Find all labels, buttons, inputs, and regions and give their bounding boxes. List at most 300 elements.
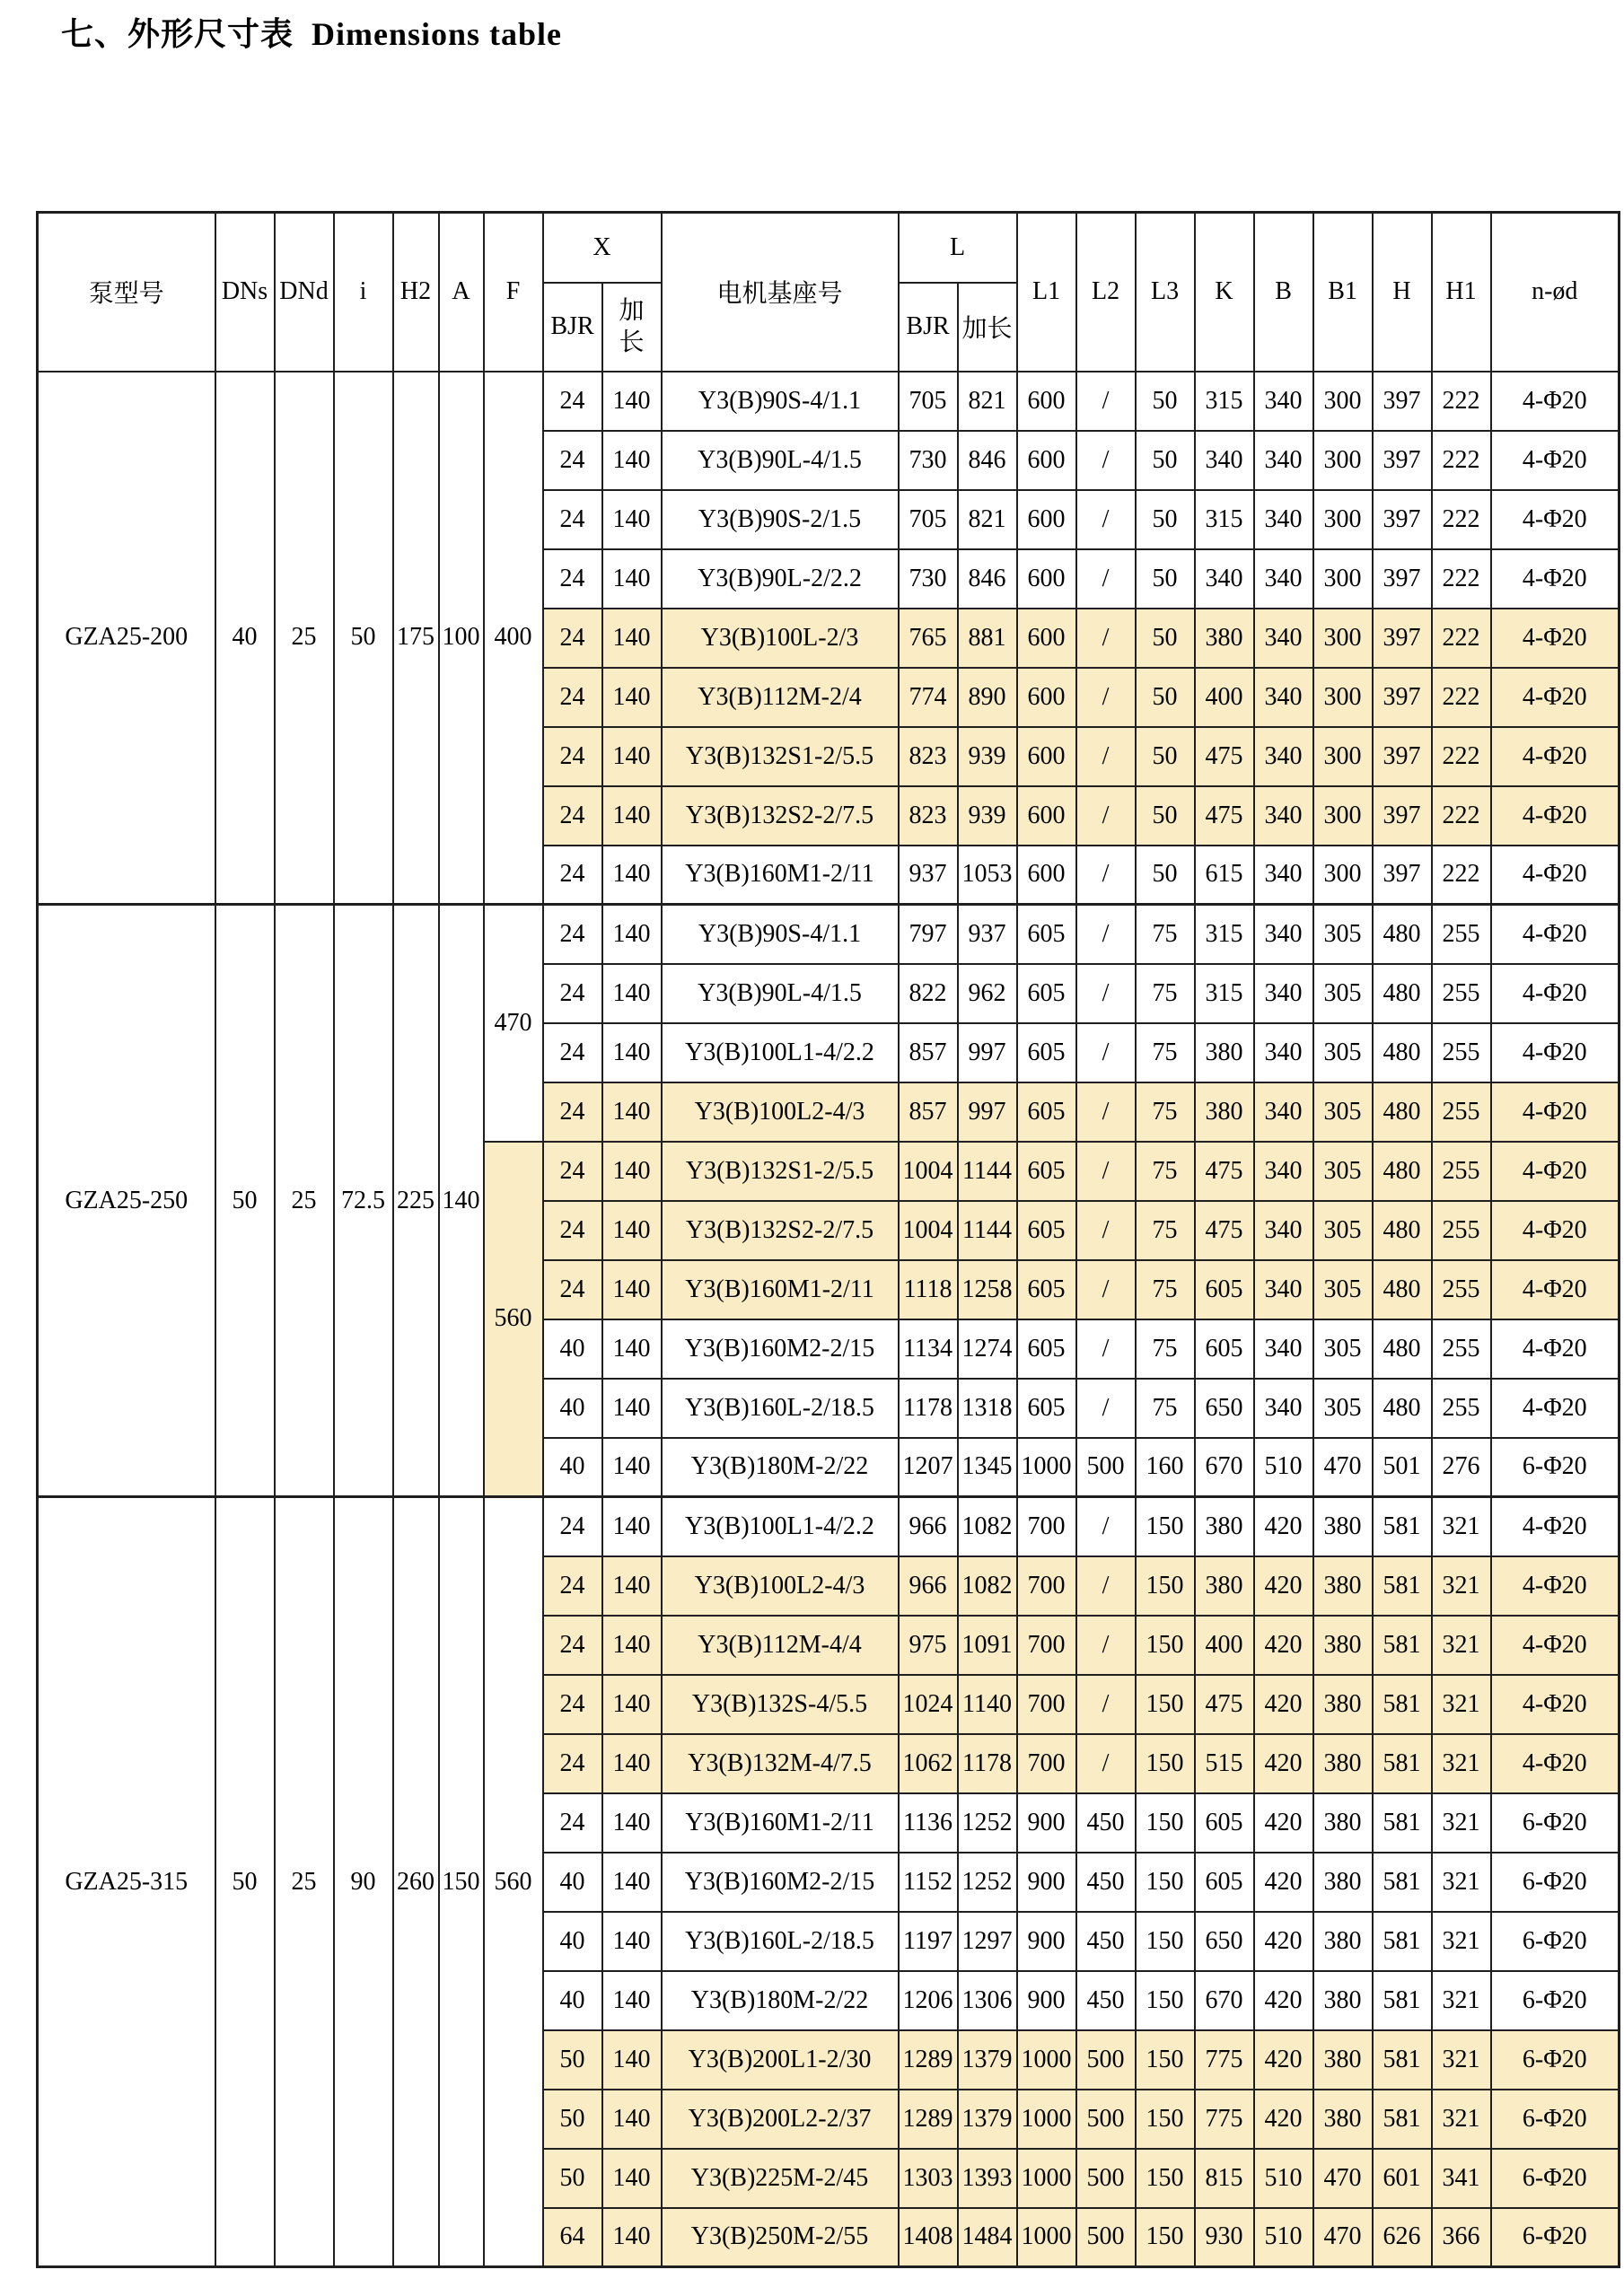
b-cell: 340 xyxy=(1254,1379,1313,1438)
n-od-cell: 6-Φ20 xyxy=(1491,1438,1620,1497)
motor-base-cell: Y3(B)132S2-2/7.5 xyxy=(662,786,899,846)
x-bjr-cell: 64 xyxy=(543,2208,602,2267)
h-cell: 601 xyxy=(1373,2149,1432,2208)
x-bjr-cell: 24 xyxy=(543,1201,602,1260)
l2-cell: / xyxy=(1076,609,1136,668)
b1-cell: 305 xyxy=(1313,964,1373,1023)
b1-cell: 380 xyxy=(1313,1734,1373,1793)
l-bjr-cell: 1303 xyxy=(899,2149,958,2208)
h1-cell: 366 xyxy=(1432,2208,1491,2267)
x-extended-cell: 140 xyxy=(602,372,662,431)
b1-cell: 380 xyxy=(1313,2090,1373,2149)
n-od-cell: 6-Φ20 xyxy=(1491,2208,1620,2267)
k-cell: 315 xyxy=(1195,905,1254,964)
n-od-cell: 4-Φ20 xyxy=(1491,1379,1620,1438)
l3-cell: 150 xyxy=(1136,1853,1195,1912)
h1-cell: 222 xyxy=(1432,490,1491,549)
l2-cell: / xyxy=(1076,668,1136,727)
h-cell: 581 xyxy=(1373,1971,1432,2030)
k-cell: 650 xyxy=(1195,1912,1254,1971)
header-l-bjr: BJR xyxy=(899,283,958,372)
n-od-cell: 4-Φ20 xyxy=(1491,372,1620,431)
l1-cell: 600 xyxy=(1017,609,1076,668)
h1-cell: 321 xyxy=(1432,2090,1491,2149)
l3-cell: 150 xyxy=(1136,1793,1195,1853)
l2-cell: / xyxy=(1076,1023,1136,1082)
table-row xyxy=(38,905,1620,964)
b1-cell: 380 xyxy=(1313,1497,1373,1556)
l3-cell: 150 xyxy=(1136,1497,1195,1556)
x-bjr-cell: 24 xyxy=(543,668,602,727)
x-bjr-cell: 24 xyxy=(543,786,602,846)
h2-cell: 175 xyxy=(393,372,439,905)
b1-cell: 380 xyxy=(1313,1793,1373,1853)
x-extended-cell: 140 xyxy=(602,490,662,549)
a-cell: 100 xyxy=(439,372,484,905)
l2-cell: 500 xyxy=(1076,2149,1136,2208)
b1-cell: 305 xyxy=(1313,1319,1373,1379)
h-cell: 480 xyxy=(1373,964,1432,1023)
l-bjr-cell: 730 xyxy=(899,431,958,490)
x-extended-cell: 140 xyxy=(602,431,662,490)
l1-cell: 600 xyxy=(1017,846,1076,905)
b-cell: 340 xyxy=(1254,1260,1313,1319)
h-cell: 480 xyxy=(1373,1023,1432,1082)
motor-base-cell: Y3(B)160L-2/18.5 xyxy=(662,1379,899,1438)
f-cell: 560 xyxy=(484,1142,543,1497)
l3-cell: 50 xyxy=(1136,727,1195,786)
l1-cell: 1000 xyxy=(1017,2030,1076,2090)
motor-base-cell: Y3(B)100L-2/3 xyxy=(662,609,899,668)
x-extended-cell: 140 xyxy=(602,1201,662,1260)
l3-cell: 75 xyxy=(1136,1260,1195,1319)
k-cell: 775 xyxy=(1195,2030,1254,2090)
a-cell: 150 xyxy=(439,1497,484,2267)
k-cell: 475 xyxy=(1195,727,1254,786)
i-cell: 72.5 xyxy=(334,905,393,1497)
header-a: A xyxy=(439,213,484,372)
l-bjr-cell: 774 xyxy=(899,668,958,727)
l1-cell: 900 xyxy=(1017,1971,1076,2030)
h1-cell: 321 xyxy=(1432,1497,1491,1556)
l-bjr-cell: 1408 xyxy=(899,2208,958,2267)
n-od-cell: 4-Φ20 xyxy=(1491,490,1620,549)
motor-base-cell: Y3(B)160M1-2/11 xyxy=(662,1793,899,1853)
b-cell: 340 xyxy=(1254,1142,1313,1201)
l-extended-cell: 890 xyxy=(958,668,1017,727)
h1-cell: 222 xyxy=(1432,786,1491,846)
l2-cell: / xyxy=(1076,1379,1136,1438)
l-extended-cell: 1274 xyxy=(958,1319,1017,1379)
h-cell: 626 xyxy=(1373,2208,1432,2267)
motor-base-cell: Y3(B)250M-2/55 xyxy=(662,2208,899,2267)
l1-cell: 1000 xyxy=(1017,1438,1076,1497)
x-extended-cell: 140 xyxy=(602,2208,662,2267)
motor-base-cell: Y3(B)132S-4/5.5 xyxy=(662,1675,899,1734)
h-cell: 581 xyxy=(1373,1734,1432,1793)
l2-cell: / xyxy=(1076,1556,1136,1616)
h-cell: 397 xyxy=(1373,668,1432,727)
l-extended-cell: 1082 xyxy=(958,1497,1017,1556)
n-od-cell: 6-Φ20 xyxy=(1491,2149,1620,2208)
b-cell: 420 xyxy=(1254,1793,1313,1853)
l2-cell: / xyxy=(1076,1201,1136,1260)
h1-cell: 341 xyxy=(1432,2149,1491,2208)
n-od-cell: 4-Φ20 xyxy=(1491,1556,1620,1616)
l3-cell: 50 xyxy=(1136,786,1195,846)
x-extended-cell: 140 xyxy=(602,1379,662,1438)
l3-cell: 150 xyxy=(1136,2149,1195,2208)
n-od-cell: 4-Φ20 xyxy=(1491,964,1620,1023)
l-extended-cell: 1379 xyxy=(958,2090,1017,2149)
l3-cell: 75 xyxy=(1136,1379,1195,1438)
x-extended-cell: 140 xyxy=(602,1438,662,1497)
b1-cell: 470 xyxy=(1313,1438,1373,1497)
h1-cell: 222 xyxy=(1432,609,1491,668)
x-extended-cell: 140 xyxy=(602,846,662,905)
h-cell: 581 xyxy=(1373,1793,1432,1853)
x-extended-cell: 140 xyxy=(602,2149,662,2208)
h1-cell: 222 xyxy=(1432,668,1491,727)
b-cell: 420 xyxy=(1254,1912,1313,1971)
l2-cell: / xyxy=(1076,1319,1136,1379)
x-bjr-cell: 24 xyxy=(543,1082,602,1142)
x-bjr-cell: 24 xyxy=(543,372,602,431)
motor-base-cell: Y3(B)160M1-2/11 xyxy=(662,1260,899,1319)
b-cell: 420 xyxy=(1254,1497,1313,1556)
h1-cell: 276 xyxy=(1432,1438,1491,1497)
l-bjr-cell: 823 xyxy=(899,727,958,786)
k-cell: 815 xyxy=(1195,2149,1254,2208)
l-bjr-cell: 1136 xyxy=(899,1793,958,1853)
b1-cell: 300 xyxy=(1313,549,1373,609)
b1-cell: 300 xyxy=(1313,846,1373,905)
motor-base-cell: Y3(B)90S-4/1.1 xyxy=(662,372,899,431)
x-bjr-cell: 24 xyxy=(543,490,602,549)
h-cell: 397 xyxy=(1373,372,1432,431)
x-bjr-cell: 24 xyxy=(543,431,602,490)
b1-cell: 305 xyxy=(1313,1379,1373,1438)
l3-cell: 150 xyxy=(1136,2208,1195,2267)
l1-cell: 900 xyxy=(1017,1912,1076,1971)
h-cell: 397 xyxy=(1373,431,1432,490)
h-cell: 581 xyxy=(1373,1616,1432,1675)
x-extended-cell: 140 xyxy=(602,905,662,964)
l-extended-cell: 1306 xyxy=(958,1971,1017,2030)
b-cell: 420 xyxy=(1254,2030,1313,2090)
h-cell: 581 xyxy=(1373,1497,1432,1556)
x-bjr-cell: 24 xyxy=(543,727,602,786)
h-cell: 581 xyxy=(1373,2090,1432,2149)
dnd-cell: 25 xyxy=(275,372,334,905)
b1-cell: 305 xyxy=(1313,1260,1373,1319)
h1-cell: 321 xyxy=(1432,1675,1491,1734)
x-bjr-cell: 24 xyxy=(543,609,602,668)
b-cell: 340 xyxy=(1254,1319,1313,1379)
x-extended-cell: 140 xyxy=(602,2030,662,2090)
motor-base-cell: Y3(B)180M-2/22 xyxy=(662,1971,899,2030)
b1-cell: 300 xyxy=(1313,668,1373,727)
header-l2: L2 xyxy=(1076,213,1136,372)
n-od-cell: 6-Φ20 xyxy=(1491,2030,1620,2090)
h1-cell: 321 xyxy=(1432,1853,1491,1912)
pump-model-cell: GZA25-200 xyxy=(38,372,215,905)
b-cell: 340 xyxy=(1254,549,1313,609)
k-cell: 400 xyxy=(1195,1616,1254,1675)
header-h2: H2 xyxy=(393,213,439,372)
n-od-cell: 4-Φ20 xyxy=(1491,1260,1620,1319)
k-cell: 380 xyxy=(1195,1023,1254,1082)
page-title: 七、外形尺寸表 Dimensions table xyxy=(61,16,563,52)
x-extended-cell: 140 xyxy=(602,727,662,786)
l2-cell: / xyxy=(1076,490,1136,549)
i-cell: 50 xyxy=(334,372,393,905)
l3-cell: 75 xyxy=(1136,1082,1195,1142)
l2-cell: / xyxy=(1076,372,1136,431)
motor-base-cell: Y3(B)180M-2/22 xyxy=(662,1438,899,1497)
h-cell: 480 xyxy=(1373,1319,1432,1379)
l-extended-cell: 1318 xyxy=(958,1379,1017,1438)
n-od-cell: 4-Φ20 xyxy=(1491,1734,1620,1793)
l2-cell: / xyxy=(1076,846,1136,905)
b1-cell: 380 xyxy=(1313,1853,1373,1912)
l-bjr-cell: 1289 xyxy=(899,2030,958,2090)
h1-cell: 255 xyxy=(1432,905,1491,964)
x-bjr-cell: 50 xyxy=(543,2030,602,2090)
l-extended-cell: 997 xyxy=(958,1082,1017,1142)
k-cell: 605 xyxy=(1195,1319,1254,1379)
l3-cell: 50 xyxy=(1136,431,1195,490)
n-od-cell: 4-Φ20 xyxy=(1491,727,1620,786)
l2-cell: 500 xyxy=(1076,2030,1136,2090)
l2-cell: / xyxy=(1076,431,1136,490)
x-extended-cell: 140 xyxy=(602,1142,662,1201)
l-bjr-cell: 1152 xyxy=(899,1853,958,1912)
l1-cell: 700 xyxy=(1017,1556,1076,1616)
l-extended-cell: 1144 xyxy=(958,1201,1017,1260)
n-od-cell: 4-Φ20 xyxy=(1491,905,1620,964)
x-bjr-cell: 24 xyxy=(543,1675,602,1734)
h-cell: 397 xyxy=(1373,609,1432,668)
n-od-cell: 4-Φ20 xyxy=(1491,1201,1620,1260)
l-extended-cell: 1178 xyxy=(958,1734,1017,1793)
a-cell: 140 xyxy=(439,905,484,1497)
n-od-cell: 4-Φ20 xyxy=(1491,1319,1620,1379)
table-row xyxy=(38,372,1620,431)
h1-cell: 255 xyxy=(1432,964,1491,1023)
l3-cell: 150 xyxy=(1136,1912,1195,1971)
n-od-cell: 6-Φ20 xyxy=(1491,2090,1620,2149)
l1-cell: 605 xyxy=(1017,1379,1076,1438)
h1-cell: 321 xyxy=(1432,1912,1491,1971)
l3-cell: 150 xyxy=(1136,2090,1195,2149)
h1-cell: 321 xyxy=(1432,1556,1491,1616)
x-extended-cell: 140 xyxy=(602,1497,662,1556)
h1-cell: 321 xyxy=(1432,2030,1491,2090)
k-cell: 670 xyxy=(1195,1971,1254,2030)
l1-cell: 900 xyxy=(1017,1853,1076,1912)
l-extended-cell: 939 xyxy=(958,786,1017,846)
l1-cell: 1000 xyxy=(1017,2149,1076,2208)
l2-cell: / xyxy=(1076,1082,1136,1142)
motor-base-cell: Y3(B)132S1-2/5.5 xyxy=(662,1142,899,1201)
h1-cell: 321 xyxy=(1432,1616,1491,1675)
motor-base-cell: Y3(B)132M-4/7.5 xyxy=(662,1734,899,1793)
x-bjr-cell: 40 xyxy=(543,1379,602,1438)
h-cell: 480 xyxy=(1373,1142,1432,1201)
motor-base-cell: Y3(B)200L2-2/37 xyxy=(662,2090,899,2149)
l1-cell: 1000 xyxy=(1017,2090,1076,2149)
x-bjr-cell: 50 xyxy=(543,2149,602,2208)
motor-base-cell: Y3(B)132S2-2/7.5 xyxy=(662,1201,899,1260)
header-l3: L3 xyxy=(1136,213,1195,372)
l2-cell: / xyxy=(1076,964,1136,1023)
l-bjr-cell: 966 xyxy=(899,1497,958,1556)
l1-cell: 700 xyxy=(1017,1616,1076,1675)
h1-cell: 255 xyxy=(1432,1201,1491,1260)
header-h: H xyxy=(1373,213,1432,372)
x-bjr-cell: 24 xyxy=(543,1556,602,1616)
x-extended-cell: 140 xyxy=(602,1853,662,1912)
h-cell: 397 xyxy=(1373,846,1432,905)
h2-cell: 225 xyxy=(393,905,439,1497)
k-cell: 315 xyxy=(1195,490,1254,549)
x-bjr-cell: 24 xyxy=(543,1497,602,1556)
dns-cell: 40 xyxy=(215,372,275,905)
l-bjr-cell: 797 xyxy=(899,905,958,964)
h1-cell: 222 xyxy=(1432,431,1491,490)
n-od-cell: 4-Φ20 xyxy=(1491,1082,1620,1142)
b1-cell: 380 xyxy=(1313,1616,1373,1675)
l1-cell: 605 xyxy=(1017,1201,1076,1260)
l1-cell: 605 xyxy=(1017,964,1076,1023)
motor-base-cell: Y3(B)132S1-2/5.5 xyxy=(662,727,899,786)
h1-cell: 222 xyxy=(1432,372,1491,431)
k-cell: 340 xyxy=(1195,431,1254,490)
n-od-cell: 4-Φ20 xyxy=(1491,1142,1620,1201)
h-cell: 501 xyxy=(1373,1438,1432,1497)
k-cell: 605 xyxy=(1195,1793,1254,1853)
b-cell: 340 xyxy=(1254,786,1313,846)
l-extended-cell: 939 xyxy=(958,727,1017,786)
dnd-cell: 25 xyxy=(275,1497,334,2267)
h1-cell: 222 xyxy=(1432,727,1491,786)
l1-cell: 700 xyxy=(1017,1734,1076,1793)
n-od-cell: 6-Φ20 xyxy=(1491,1853,1620,1912)
header-i: i xyxy=(334,213,393,372)
x-bjr-cell: 40 xyxy=(543,1912,602,1971)
x-bjr-cell: 24 xyxy=(543,1142,602,1201)
h-cell: 397 xyxy=(1373,549,1432,609)
k-cell: 515 xyxy=(1195,1734,1254,1793)
l2-cell: / xyxy=(1076,905,1136,964)
l3-cell: 160 xyxy=(1136,1438,1195,1497)
x-bjr-cell: 24 xyxy=(543,1734,602,1793)
l-extended-cell: 937 xyxy=(958,905,1017,964)
h-cell: 480 xyxy=(1373,1260,1432,1319)
l3-cell: 50 xyxy=(1136,372,1195,431)
k-cell: 605 xyxy=(1195,1853,1254,1912)
l2-cell: 450 xyxy=(1076,1912,1136,1971)
header-b1: B1 xyxy=(1313,213,1373,372)
l2-cell: / xyxy=(1076,786,1136,846)
h2-cell: 260 xyxy=(393,1497,439,2267)
h-cell: 397 xyxy=(1373,786,1432,846)
b-cell: 340 xyxy=(1254,905,1313,964)
l-extended-cell: 1140 xyxy=(958,1675,1017,1734)
n-od-cell: 4-Φ20 xyxy=(1491,668,1620,727)
f-cell: 400 xyxy=(484,372,543,905)
motor-base-cell: Y3(B)160M2-2/15 xyxy=(662,1853,899,1912)
header-pump-model: 泵型号 xyxy=(38,213,215,372)
b1-cell: 305 xyxy=(1313,1201,1373,1260)
l-bjr-cell: 765 xyxy=(899,609,958,668)
n-od-cell: 4-Φ20 xyxy=(1491,846,1620,905)
n-od-cell: 4-Φ20 xyxy=(1491,1675,1620,1734)
l3-cell: 50 xyxy=(1136,846,1195,905)
x-extended-cell: 140 xyxy=(602,2090,662,2149)
l2-cell: / xyxy=(1076,1675,1136,1734)
l2-cell: / xyxy=(1076,549,1136,609)
header-x-group: X xyxy=(543,213,662,283)
l3-cell: 75 xyxy=(1136,1319,1195,1379)
l3-cell: 75 xyxy=(1136,905,1195,964)
x-extended-cell: 140 xyxy=(602,549,662,609)
b-cell: 340 xyxy=(1254,372,1313,431)
l-extended-cell: 1082 xyxy=(958,1556,1017,1616)
l-extended-cell: 1258 xyxy=(958,1260,1017,1319)
h1-cell: 321 xyxy=(1432,1971,1491,2030)
l3-cell: 50 xyxy=(1136,490,1195,549)
motor-base-cell: Y3(B)112M-2/4 xyxy=(662,668,899,727)
l3-cell: 75 xyxy=(1136,1023,1195,1082)
l-bjr-cell: 705 xyxy=(899,490,958,549)
b-cell: 340 xyxy=(1254,846,1313,905)
b1-cell: 300 xyxy=(1313,431,1373,490)
l2-cell: 500 xyxy=(1076,2208,1136,2267)
b1-cell: 470 xyxy=(1313,2149,1373,2208)
b1-cell: 300 xyxy=(1313,727,1373,786)
l2-cell: 450 xyxy=(1076,1971,1136,2030)
x-bjr-cell: 24 xyxy=(543,964,602,1023)
header-k: K xyxy=(1195,213,1254,372)
l2-cell: / xyxy=(1076,1497,1136,1556)
l-bjr-cell: 1289 xyxy=(899,2090,958,2149)
k-cell: 315 xyxy=(1195,372,1254,431)
k-cell: 380 xyxy=(1195,1082,1254,1142)
header-n-od: n-ød xyxy=(1491,213,1620,372)
l1-cell: 600 xyxy=(1017,786,1076,846)
l3-cell: 50 xyxy=(1136,549,1195,609)
h1-cell: 255 xyxy=(1432,1319,1491,1379)
b-cell: 340 xyxy=(1254,668,1313,727)
l2-cell: 500 xyxy=(1076,2090,1136,2149)
l1-cell: 605 xyxy=(1017,1142,1076,1201)
header-motor-base: 电机基座号 xyxy=(662,213,899,372)
b-cell: 340 xyxy=(1254,431,1313,490)
l3-cell: 150 xyxy=(1136,2030,1195,2090)
x-bjr-cell: 50 xyxy=(543,2090,602,2149)
b1-cell: 470 xyxy=(1313,2208,1373,2267)
l-bjr-cell: 1197 xyxy=(899,1912,958,1971)
motor-base-cell: Y3(B)160L-2/18.5 xyxy=(662,1912,899,1971)
k-cell: 650 xyxy=(1195,1379,1254,1438)
n-od-cell: 4-Φ20 xyxy=(1491,1616,1620,1675)
b1-cell: 380 xyxy=(1313,1912,1373,1971)
h-cell: 480 xyxy=(1373,1201,1432,1260)
h-cell: 581 xyxy=(1373,1853,1432,1912)
dns-cell: 50 xyxy=(215,905,275,1497)
